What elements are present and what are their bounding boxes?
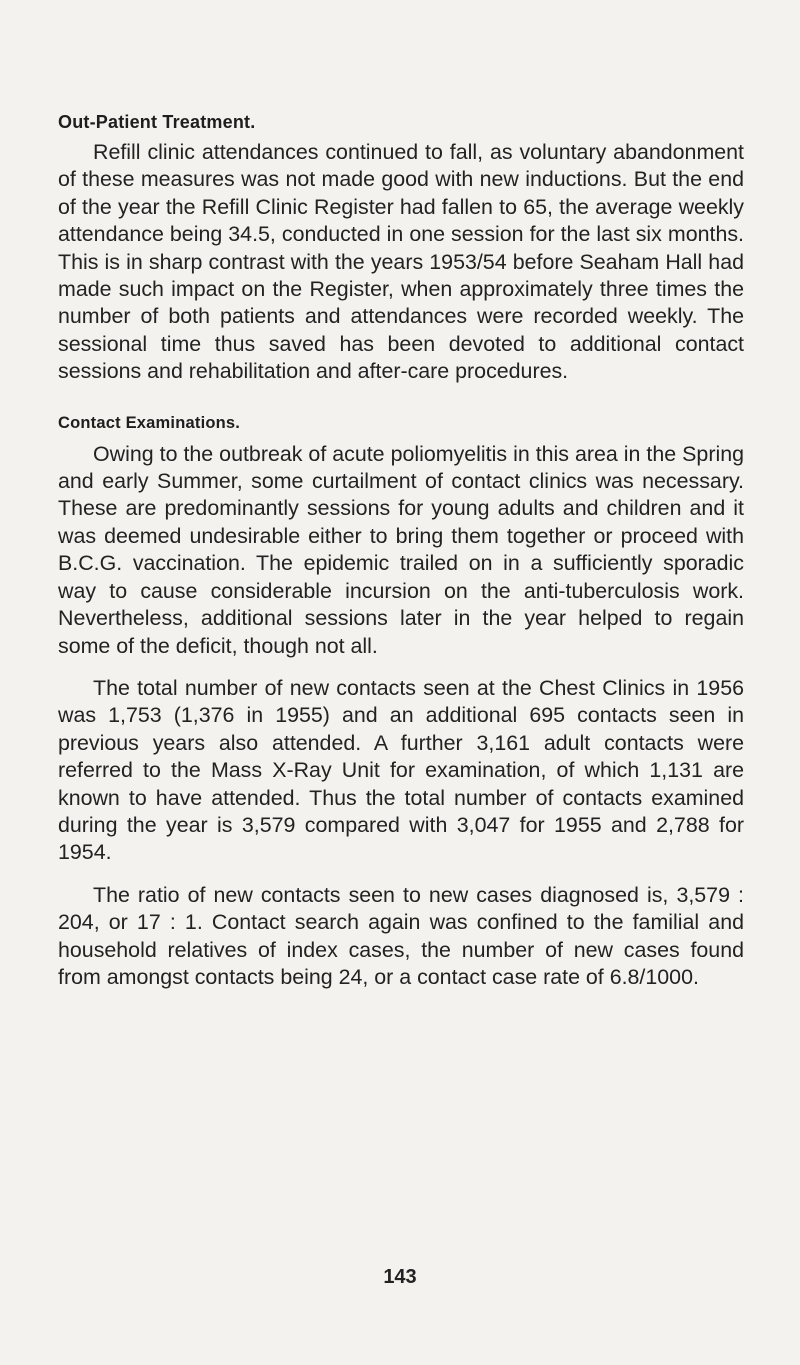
section-heading-out-patient-treatment: Out-Patient Treatment. bbox=[58, 112, 256, 132]
paragraph-refill-clinic: Refill clinic attendances continued to fall, as voluntary abandonment of these measures was not made good with new inductions. But the end of the year the Refill Clinic Register had fallen to 65, the average weekly attendance being 34.5, conducted in one session for the last six months. This is in sharp contrast with the years 1953/54 before Seaham Hall had made such impact on the Register, when approximately three times the number of both patients and attendances were recorded weekly. The sessional time thus saved has been devoted to additional contact sessions and rehabilitation and after-care procedures. bbox=[58, 140, 744, 384]
paragraph-poliomyelitis-outbreak: Owing to the outbreak of acute poliomyelitis in this area in the Spring and early Summer, some curtailment of contact clinics was necessary. These are predominantly sessions for young adults and children and it was deemed undesirable either to bring them together or proceed with B.C.G. vaccination. The epidemic trailed on in a sufficiently sporadic way to cause considerable incursion on the anti-tuberculosis work. Nevertheless, additional sessions later in the year helped to regain some of the deficit, though not all. bbox=[58, 441, 744, 658]
page-number: 143 bbox=[383, 1266, 417, 1288]
paragraph-total-new-contacts: The total number of new contacts seen at the Chest Clinics in 1956 was 1,753 (1,376 in 1955) and an additional 695 contacts seen in previous years also attended. A further 3,161 adult contacts were referred to the Mass X-Ray Unit for examination, of which 1,131 are known to have attended. Thus the total number of contacts examined during the year is 3,579 compared with 3,047 for 1955 and 2,788 for 1954. bbox=[58, 675, 744, 865]
document-page bbox=[58, 112, 744, 991]
section-heading-contact-examinations: Contact Examinations. bbox=[58, 413, 241, 432]
paragraph-contact-ratio: The ratio of new contacts seen to new cases diagnosed is, 3,579 : 204, or 17 : 1. Contact search again was confined to the familial and household relatives of index cases, the number of new cases found from amongst contacts being 24, or a contact case rate of 6.8/1000. bbox=[58, 882, 744, 989]
